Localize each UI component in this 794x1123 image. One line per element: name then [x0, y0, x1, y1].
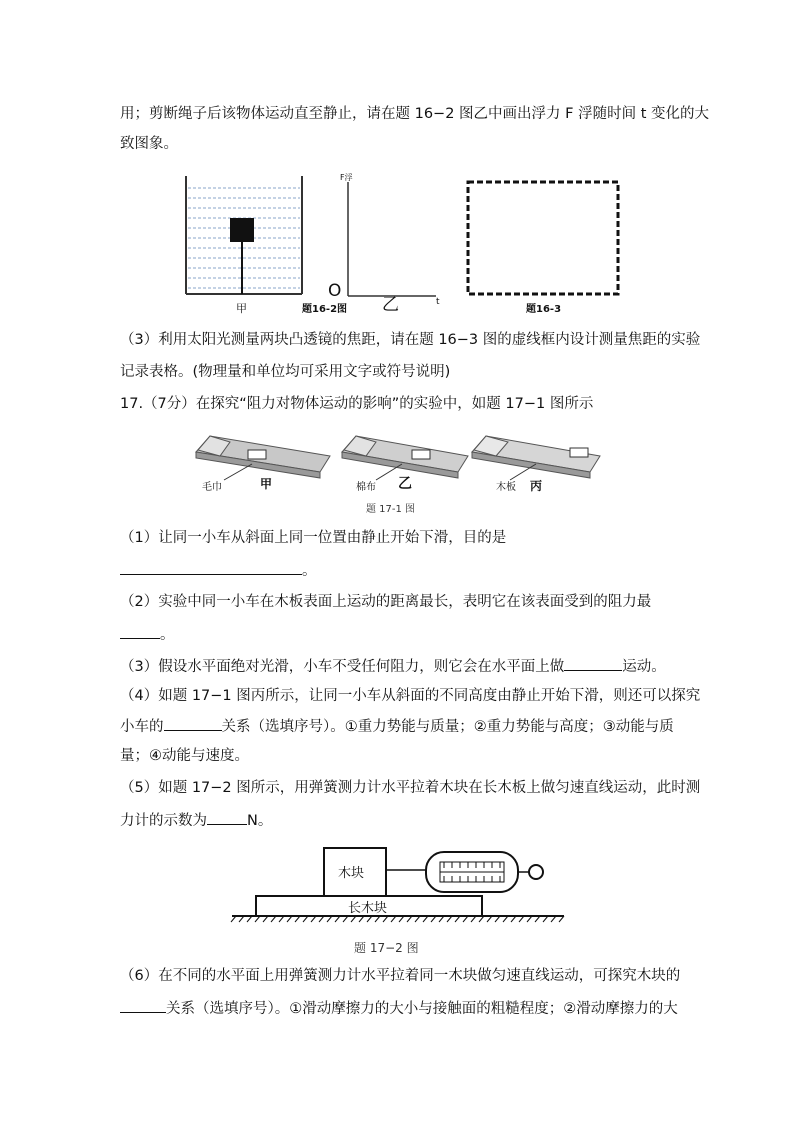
question-4-line-3: 量；④动能与速度。 [120, 748, 249, 764]
caption-17-2: 题 17−2 图 [354, 941, 419, 955]
question-3-post: 运动。 [622, 659, 666, 675]
question-2-line-2 [120, 624, 175, 645]
board-label: 长木块 [348, 901, 388, 916]
text-line-1: 用；剪断绳子后该物体运动直至静止，请在题 16−2 图乙中画出浮力 F 浮随时间 t 变化的大 [120, 106, 710, 122]
figure-16 [180, 168, 630, 318]
surface-label-3: 木板 [496, 482, 516, 493]
text-line-5: 17.（7分）在探究“阻力对物体运动的影响”的实验中，如题 17−1 图所示 [120, 396, 594, 412]
water-container [186, 176, 302, 294]
figure-17-2 [228, 838, 568, 960]
figure-17-1 [190, 424, 610, 520]
question-5-post: N。 [247, 813, 273, 829]
question-1-line-2 [120, 560, 317, 581]
table-design-box [468, 182, 618, 294]
answer-blank-1[interactable] [120, 560, 302, 575]
question-2-end: 。 [160, 627, 175, 643]
text-line-3: （3）利用太阳光测量两块凸透镜的焦距，请在题 16−3 图的虚线框内设计测量焦距的实验 [120, 332, 701, 348]
answer-blank-3[interactable] [564, 656, 622, 671]
spring-scale [426, 852, 543, 892]
caption-17-1: 题 17-1 图 [366, 504, 416, 515]
setup-label-2: 乙 [398, 476, 412, 492]
graph-axes [348, 182, 436, 296]
question-5-line-2 [120, 810, 272, 831]
surface-label-1: 毛巾 [202, 482, 222, 493]
label-jia: 甲 [236, 302, 247, 315]
question-3-pre: （3）假设水平面绝对光滑，小车不受任何阻力，则它会在水平面上做 [120, 659, 565, 675]
question-6-line-2 [120, 998, 678, 1019]
question-4-line-2 [120, 716, 674, 737]
question-2-line-1: （2）实验中同一小车在木板表面上运动的距离最长，表明它在该表面受到的阻力最 [120, 594, 652, 610]
question-4-post: 关系（选填序号）。①重力势能与质量；②重力势能与高度；③动能与质 [221, 719, 674, 735]
question-1-line-1: （1）让同一小车从斜面上同一位置由静止开始下滑，目的是 [120, 530, 507, 546]
setup-label-3: 丙 [530, 479, 543, 493]
label-yi: 乙 [382, 295, 399, 315]
text-line-4: 记录表格。(物理量和单位均可采用文字或符号说明) [120, 364, 451, 380]
axis-x-label: t [436, 297, 440, 307]
question-5-pre: 力计的示数为 [120, 813, 207, 829]
question-6-line-1: （6）在不同的水平面上用弹簧测力计水平拉着同一木块做匀速直线运动，可探究木块的 [120, 968, 681, 984]
question-1-end: 。 [302, 563, 317, 579]
axis-y-label: F浮 [340, 173, 353, 182]
setup-yi [342, 436, 468, 480]
question-6-post: 关系（选填序号）。①滑动摩擦力的大小与接触面的粗糙程度；②滑动摩擦力的大 [166, 1001, 678, 1017]
answer-blank-5[interactable] [207, 810, 247, 825]
surface-label-2: 棉布 [356, 482, 376, 493]
setup-bing [472, 436, 600, 480]
submerged-block [230, 218, 254, 242]
question-3-line [120, 656, 666, 677]
question-4-line-1: （4）如题 17−1 图丙所示，让同一小车从斜面的不同高度由静止开始下滑，则还可以探究 [120, 688, 701, 704]
block-label: 木块 [338, 866, 365, 881]
answer-blank-6[interactable] [120, 998, 166, 1013]
answer-blank-4[interactable] [164, 716, 222, 731]
question-4-pre: 小车的 [120, 719, 164, 735]
setup-label-1: 甲 [260, 477, 273, 491]
text-line-2: 致图象。 [120, 136, 178, 152]
caption-16-3: 题16-3 [526, 304, 562, 315]
setup-jia [196, 436, 330, 480]
origin-label: O [328, 281, 342, 301]
answer-blank-2[interactable] [120, 624, 160, 639]
question-5-line-1: （5）如题 17−2 图所示，用弹簧测力计水平拉着木块在长木板上做匀速直线运动，此时测 [120, 780, 701, 796]
caption-16-2: 题16-2图 [302, 304, 348, 315]
